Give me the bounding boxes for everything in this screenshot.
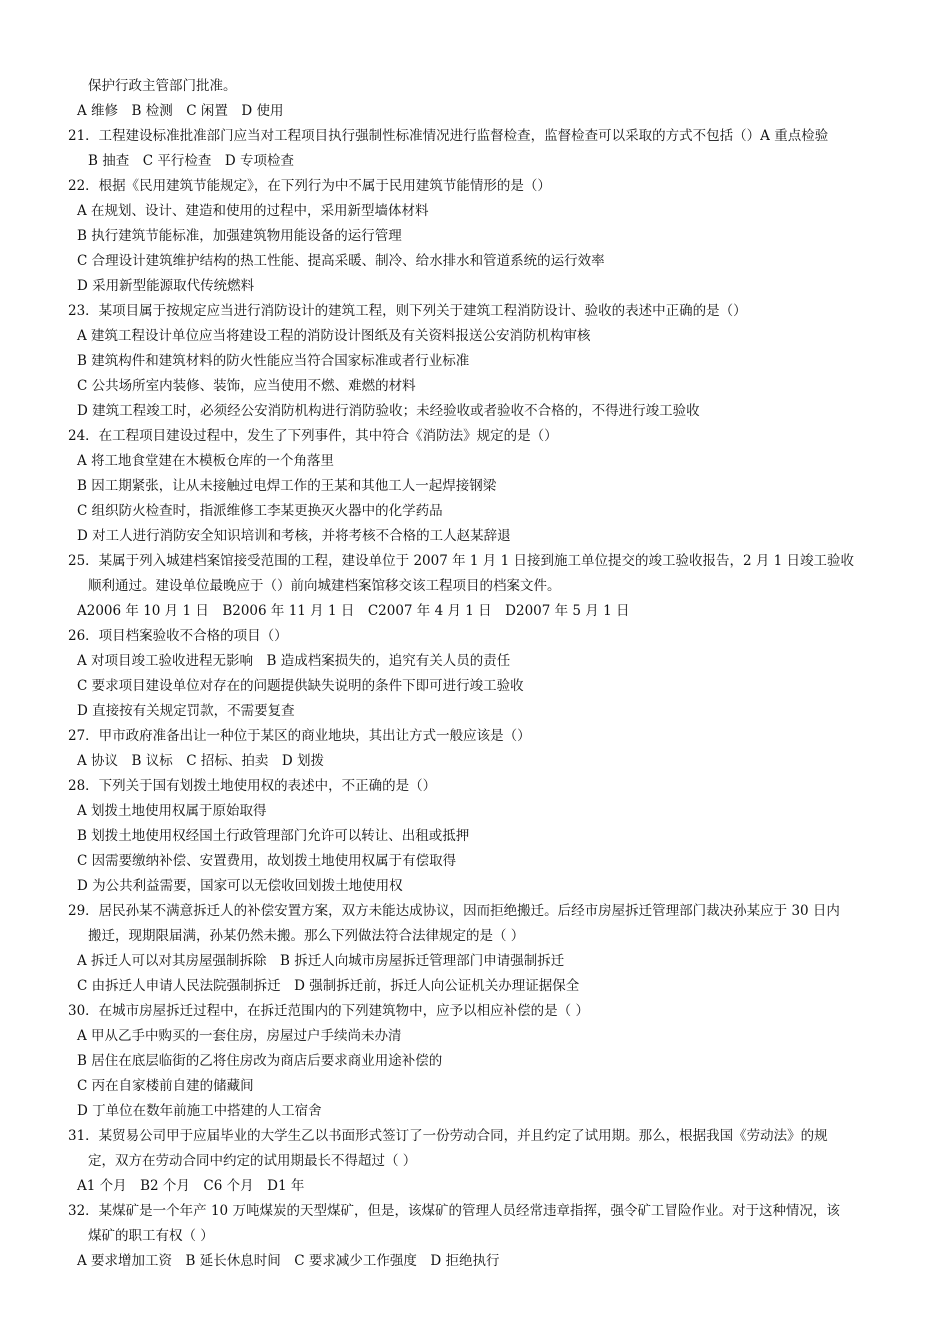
option-line: A 在规划、设计、建造和使用的过程中，采用新型墙体材料: [77, 203, 429, 219]
option-line: C 要求项目建设单位对存在的问题提供缺失说明的条件下即可进行竣工验收: [77, 678, 524, 694]
continuation-line: 搬迁，现期限届满，孙某仍然未搬。那么下列做法符合法律规定的是（ ）: [88, 928, 525, 944]
option-line: D 直接按有关规定罚款，不需要复查: [77, 703, 295, 719]
option-line: D 采用新型能源取代传统燃料: [77, 278, 255, 294]
option-line: A 建筑工程设计单位应当将建设工程的消防设计图纸及有关资料报送公安消防机构审核: [77, 328, 591, 344]
continuation-line: 顺利通过。建设单位最晚应于（）前向城建档案馆移交该工程项目的档案文件。: [88, 578, 561, 594]
question-line: 28．下列关于国有划拨土地使用权的表述中，不正确的是（）: [68, 778, 437, 794]
option-line: A 要求增加工资 B 延长休息时间 C 要求减少工作强度 D 拒绝执行: [77, 1253, 500, 1269]
option-line: C 组织防火检查时，指派维修工李某更换灭火器中的化学药品: [77, 503, 443, 519]
question-line: 21．工程建设标准批准部门应当对工程项目执行强制性标准情况进行监督检查，监督检查可以采取的方式不包括（）A 重点检验: [68, 128, 829, 144]
option-line: A 维修 B 检测 C 闲置 D 使用: [77, 103, 284, 119]
option-line: C 因需要缴纳补偿、安置费用，故划拨土地使用权属于有偿取得: [77, 853, 457, 869]
option-line: A2006 年 10 月 1 日 B2006 年 11 月 1 日 C2007 年 4 月 1 日 D2007 年 5 月 1 日: [77, 603, 630, 619]
option-line: C 合理设计建筑维护结构的热工性能、提高采暖、制冷、给水排水和管道系统的运行效率: [77, 253, 605, 269]
option-line: A 协议 B 议标 C 招标、拍卖 D 划拨: [77, 753, 324, 769]
option-line: A 甲从乙手中购买的一套住房，房屋过户手续尚未办清: [77, 1028, 402, 1044]
option-line: A 拆迁人可以对其房屋强制拆除 B 拆迁人向城市房屋拆迁管理部门申请强制拆迁: [77, 953, 565, 969]
option-line: A 将工地食堂建在木模板仓库的一个角落里: [77, 453, 335, 469]
option-line: A 划拨土地使用权属于原始取得: [77, 803, 267, 819]
option-line: B 划拨土地使用权经国土行政管理部门允许可以转让、出租或抵押: [77, 828, 470, 844]
question-line: 25．某属于列入城建档案馆接受范围的工程，建设单位于 2007 年 1 月 1 日接到施工单位提交的竣工验收报告，2 月 1 日竣工验收: [68, 553, 855, 569]
question-line: 23．某项目属于按规定应当进行消防设计的建筑工程，则下列关于建筑工程消防设计、验收的表述中正确的是（）: [68, 303, 747, 319]
continuation-line: 定，双方在劳动合同中约定的试用期最长不得超过（ ）: [88, 1153, 417, 1169]
option-line: B 因工期紧张，让从未接触过电焊工作的王某和其他工人一起焊接钢梁: [77, 478, 497, 494]
continuation-line: B 抽查 C 平行检查 D 专项检查: [88, 153, 294, 169]
option-line: C 公共场所室内装修、装饰，应当使用不燃、难燃的材料: [77, 378, 416, 394]
question-line: 27．甲市政府准备出让一种位于某区的商业地块，其出让方式一般应该是（）: [68, 728, 531, 744]
question-line: 32．某煤矿是一个年产 10 万吨煤炭的天型煤矿，但是，该煤矿的管理人员经常违章指挥，强令矿工冒险作业。对于这种情况，该: [68, 1203, 840, 1219]
option-line: B 居住在底层临街的乙将住房改为商店后要求商业用途补偿的: [77, 1053, 443, 1069]
option-line: A1 个月 B2 个月 C6 个月 D1 年: [77, 1178, 305, 1194]
question-line: 31．某贸易公司甲于应届毕业的大学生乙以书面形式签订了一份劳动合同，并且约定了试用期。那么，根据我国《劳动法》的规: [68, 1128, 828, 1144]
option-line: D 为公共利益需要，国家可以无偿收回划拨土地使用权: [77, 878, 403, 894]
option-line: B 建筑构件和建筑材料的防火性能应当符合国家标准或者行业标准: [77, 353, 470, 369]
option-line: D 丁单位在数年前施工中搭建的人工宿舍: [77, 1103, 322, 1119]
option-line: B 执行建筑节能标准，加强建筑物用能设备的运行管理: [77, 228, 402, 244]
question-line: 26．项目档案验收不合格的项目（）: [68, 628, 288, 644]
option-line: C 由拆迁人申请人民法院强制拆迁 D 强制拆迁前，拆迁人向公证机关办理证据保全: [77, 978, 580, 994]
option-line: A 对项目竣工验收进程无影响 B 造成档案损失的，追究有关人员的责任: [77, 653, 511, 669]
option-line: D 对工人进行消防安全知识培训和考核，并将考核不合格的工人赵某辞退: [77, 528, 511, 544]
question-line: 22．根据《民用建筑节能规定》，在下列行为中不属于民用建筑节能情形的是（）: [68, 178, 551, 194]
question-line: 29．居民孙某不满意拆迁人的补偿安置方案，双方未能达成协议，因而拒绝搬迁。后经市房屋拆迁管理部门裁决孙某应于 30 日内: [68, 903, 840, 919]
question-line: 24．在工程项目建设过程中，发生了下列事件，其中符合《消防法》规定的是（）: [68, 428, 558, 444]
continuation-line: 保护行政主管部门批准。: [88, 78, 237, 94]
question-line: 30．在城市房屋拆迁过程中，在拆迁范围内的下列建筑物中，应予以相应补偿的是（ ）: [68, 1003, 589, 1019]
option-line: C 丙在自家楼前自建的储藏间: [77, 1078, 254, 1094]
continuation-line: 煤矿的职工有权（ ）: [88, 1228, 214, 1244]
option-line: D 建筑工程竣工时，必须经公安消防机构进行消防验收；未经验收或者验收不合格的，不得进行竣工验收: [77, 403, 700, 419]
